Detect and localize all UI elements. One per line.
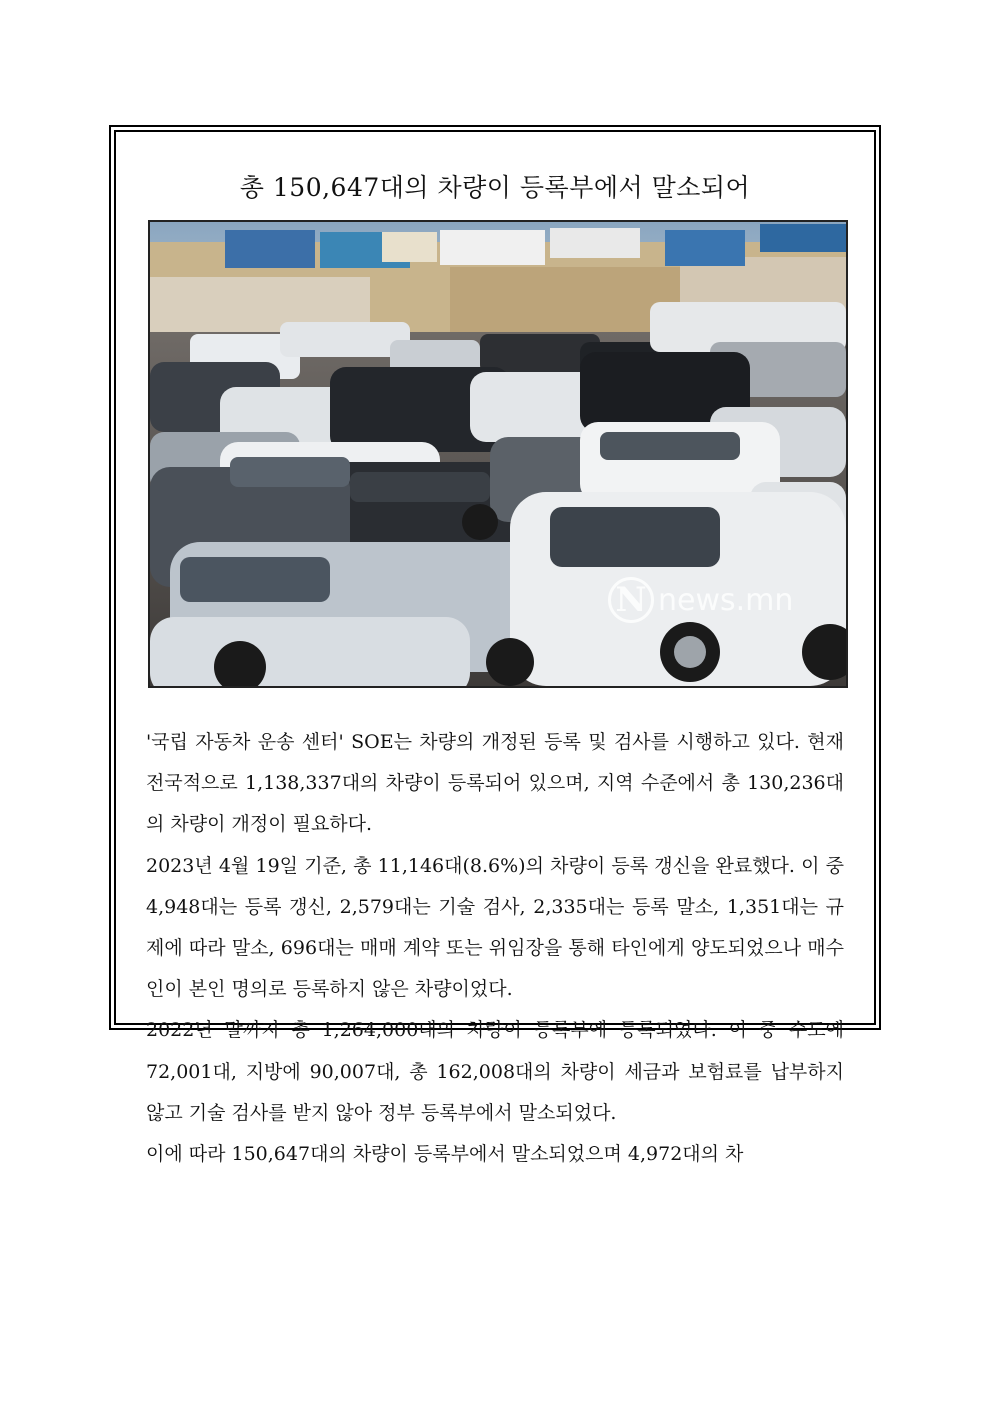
watermark-text: news.mn (658, 582, 794, 618)
document-inner-frame (114, 130, 876, 1166)
car-lot-photo (148, 220, 848, 688)
paragraph: 2023년 4월 19일 기준, 총 11,146대(8.6%)의 차량이 등록 갱신을 완료했다. 이 중 4,948대는 등록 갱신, 2,579대는 기술 검사, 2,335대는 등록 말소, 1,351대는 규제에 따라 말소, 696대는 매매 계약 또는 위임장을 통해 타인에게 양도되었으나 매수인이 본인 명의로 등록하지 않은 차량이었다. (146, 854, 844, 1001)
document-frame (109, 125, 881, 1166)
article-body (146, 722, 844, 1175)
article-title: 총 150,647대의 차량이 등록부에서 말소되어 (239, 173, 751, 202)
news-watermark (608, 577, 793, 623)
paragraph: '국립 자동차 운송 센터' SOE는 차량의 개정된 등록 및 검사를 시행하고 있다. 현재 전국적으로 1,138,337대의 차량이 등록되어 있으며, 지역 수준에서 총 130,236대의 차량이 개정이 필요하다. (146, 731, 844, 836)
paragraph: 이에 따라 150,647대의 차량이 등록부에서 말소되었으며 4,972대의 차 (146, 1143, 744, 1166)
paragraph: 2022년 말까지 총 1,264,000대의 차량이 등록부에 등록되었다. 이 중 수도에 72,001대, 지방에 90,007대, 총 162,008대의 차량이 세금과 보험료를 납부하지 않고 기술 검사를 받지 않아 정부 등록부에서 말소되었다. (146, 1019, 844, 1124)
watermark-logo-icon: N (608, 577, 654, 623)
